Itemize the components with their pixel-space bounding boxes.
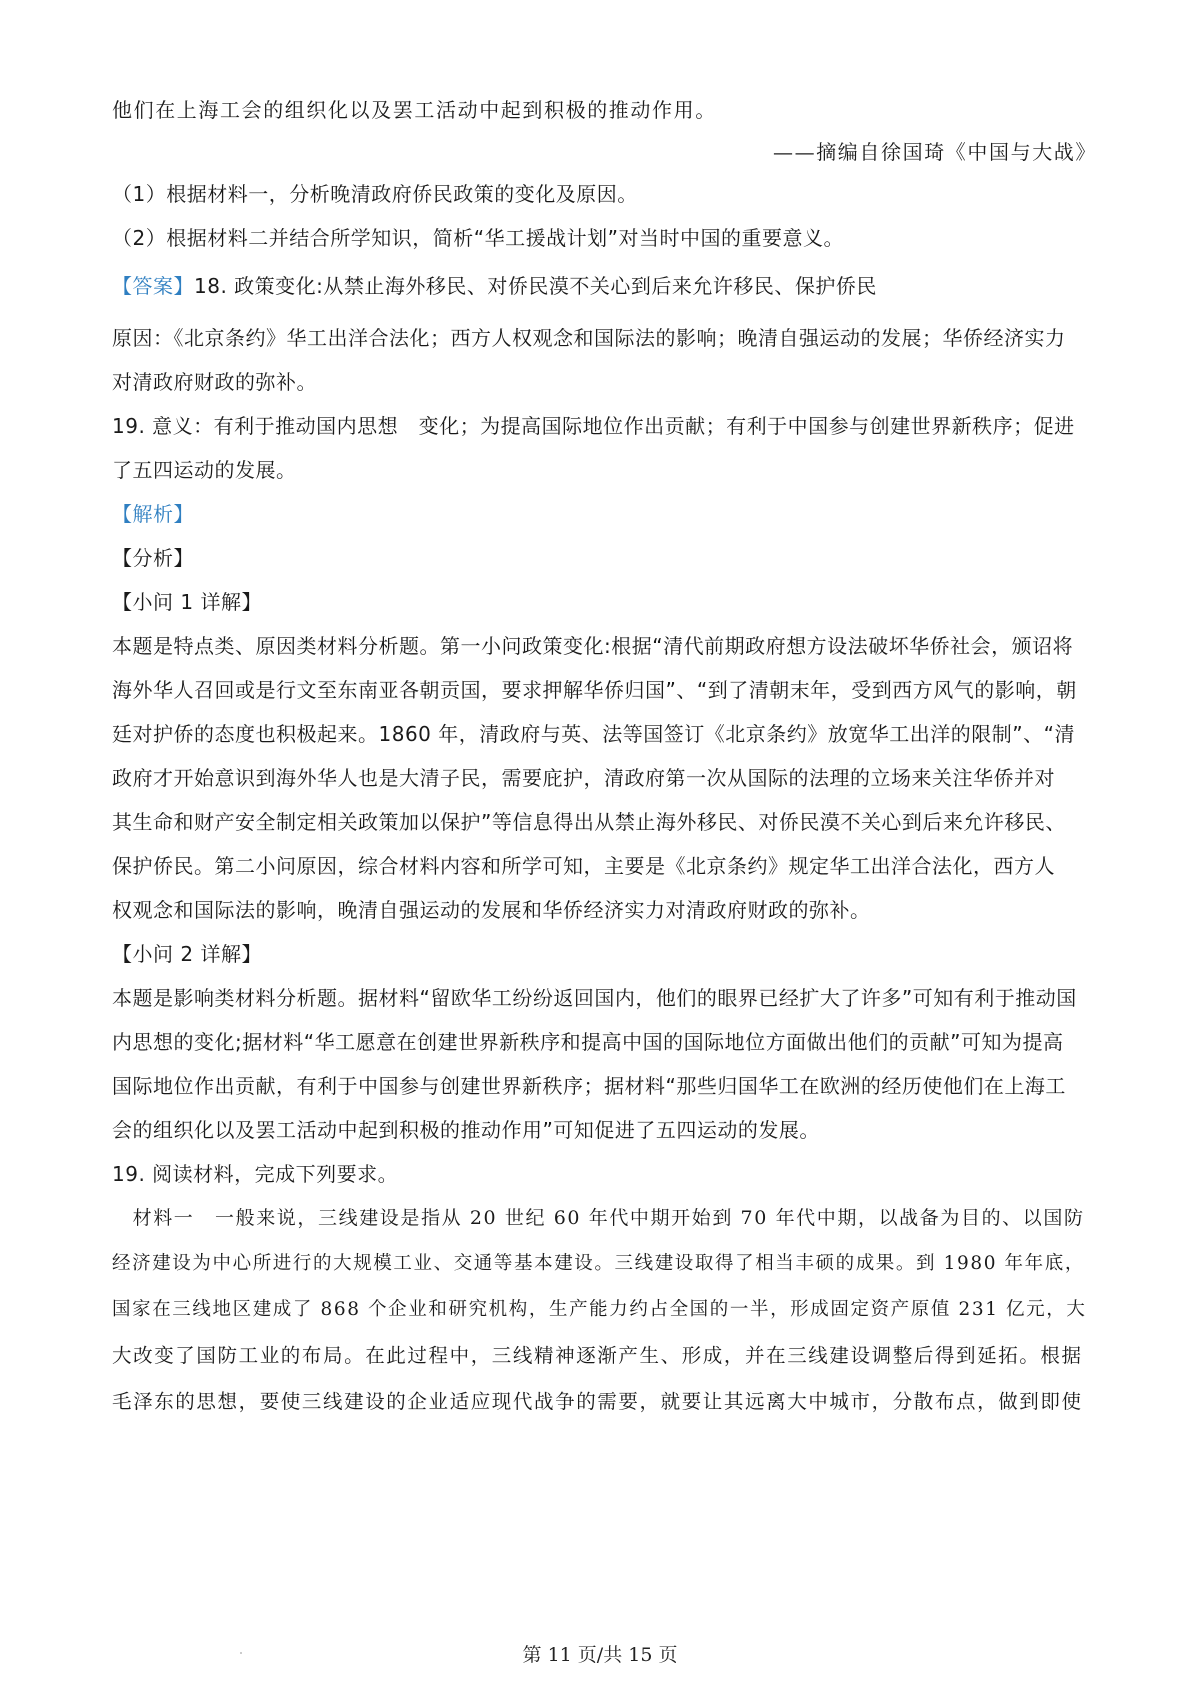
- material-tail-text: 他们在上海工会的组织化以及罢工活动中起到积极的推动作用。: [112, 98, 717, 122]
- sub1-line: 海外华人召回或是行文至东南亚各朝贡国，要求押解华侨归国”、“到了清朝末年，受到西方风气的影响，朝: [112, 678, 1077, 702]
- answer-tag: 【答案】: [112, 274, 194, 298]
- answer-19-line-2: 了五四运动的发展。: [112, 458, 297, 482]
- sub2-line: 内思想的变化;据材料“华工愿意在创建世界新秩序和提高中国的国际地位方面做出他们的贡献”可知为提高: [112, 1030, 1064, 1054]
- sub1-line: 保护侨民。第二小问原因，综合材料内容和所学可知，主要是《北京条约》规定华工出洋合法化，西方人: [112, 854, 1055, 878]
- sub1-line: 廷对护侨的态度也积极起来。1860 年，清政府与英、法等国签订《北京条约》放宽华工出洋的限制”、“清: [112, 722, 1075, 746]
- fenxi-heading: 【分析】: [112, 546, 194, 570]
- material1-line: 毛泽东的思想，要使三线建设的企业适应现代战争的需要，就要让其远离大中城市，分散布点，做到即使: [112, 1390, 1083, 1413]
- subquestion-2-heading: 【小问 2 详解】: [112, 942, 262, 966]
- sub1-line: 其生命和财产安全制定相关政策加以保护”等信息得出从禁止海外移民、对侨民漠不关心到后来允许移民、: [112, 810, 1066, 834]
- material1-line: 经济建设为中心所进行的大规模工业、交通等基本建设。三线建设取得了相当丰硕的成果。到 1980 年年底，: [112, 1253, 1085, 1274]
- subquestion-1-heading: 【小问 1 详解】: [112, 590, 262, 614]
- page-footer: 第 11 页/共 15 页: [522, 1644, 678, 1666]
- question-1: （1）根据材料一，分析晚清政府侨民政策的变化及原因。: [112, 182, 638, 206]
- answer-18-text: 18. 政策变化:从禁止海外移民、对侨民漠不关心到后来允许移民、保护侨民: [194, 274, 877, 298]
- sub1-line: 本题是特点类、原因类材料分析题。第一小问政策变化:根据“清代前期政府想方设法破坏华侨社会，颁诏将: [112, 634, 1074, 658]
- material1-line: 材料一 一般来说，三线建设是指从 20 世纪 60 年代中期开始到 70 年代中期，以战备为目的、以国防: [112, 1207, 1085, 1229]
- source-citation: ——摘编自徐国琦《中国与大战》: [773, 140, 1097, 164]
- sub2-line: 本题是影响类材料分析题。据材料“留欧华工纷纷返回国内，他们的眼界已经扩大了许多”可知有利于推动国: [112, 986, 1077, 1010]
- reason-line-1: 原因：《北京条约》华工出洋合法化；西方人权观念和国际法的影响；晚清自强运动的发展；华侨经济实力: [112, 326, 1066, 350]
- answer-line: [112, 272, 1097, 300]
- material1-line: 国家在三线地区建成了 868 个企业和研究机构，生产能力约占全国的一半，形成固定资产原值 231 亿元，大: [112, 1299, 1087, 1320]
- question-19-header: 19. 阅读材料，完成下列要求。: [112, 1162, 399, 1186]
- sub2-line: 国际地位作出贡献，有利于中国参与创建世界新秩序；据材料“那些归国华工在欧洲的经历使他们在上海工: [112, 1074, 1066, 1098]
- sub1-line: 权观念和国际法的影响，晚清自强运动的发展和华侨经济实力对清政府财政的弥补。: [112, 898, 871, 922]
- sub1-line: 政府才开始意识到海外华人也是大清子民，需要庇护，清政府第一次从国际的法理的立场来关注华侨并对: [112, 766, 1055, 790]
- analysis-tag: 【解析】: [112, 502, 194, 526]
- reason-line-2: 对清政府财政的弥补。: [112, 370, 317, 394]
- question-2: （2）根据材料二并结合所学知识，简析“华工援战计划”对当时中国的重要意义。: [112, 226, 844, 250]
- answer-19-line-1: 19. 意义：有利于推动国内思想 变化；为提高国际地位作出贡献；有利于中国参与创建世界新秩序；促进: [112, 414, 1075, 438]
- sub2-line: 会的组织化以及罢工活动中起到积极的推动作用”可知促进了五四运动的发展。: [112, 1118, 820, 1142]
- material1-line: 大改变了国防工业的布局。在此过程中，三线精神逐渐产生、形成，并在三线建设调整后得到延拓。根据: [112, 1344, 1083, 1367]
